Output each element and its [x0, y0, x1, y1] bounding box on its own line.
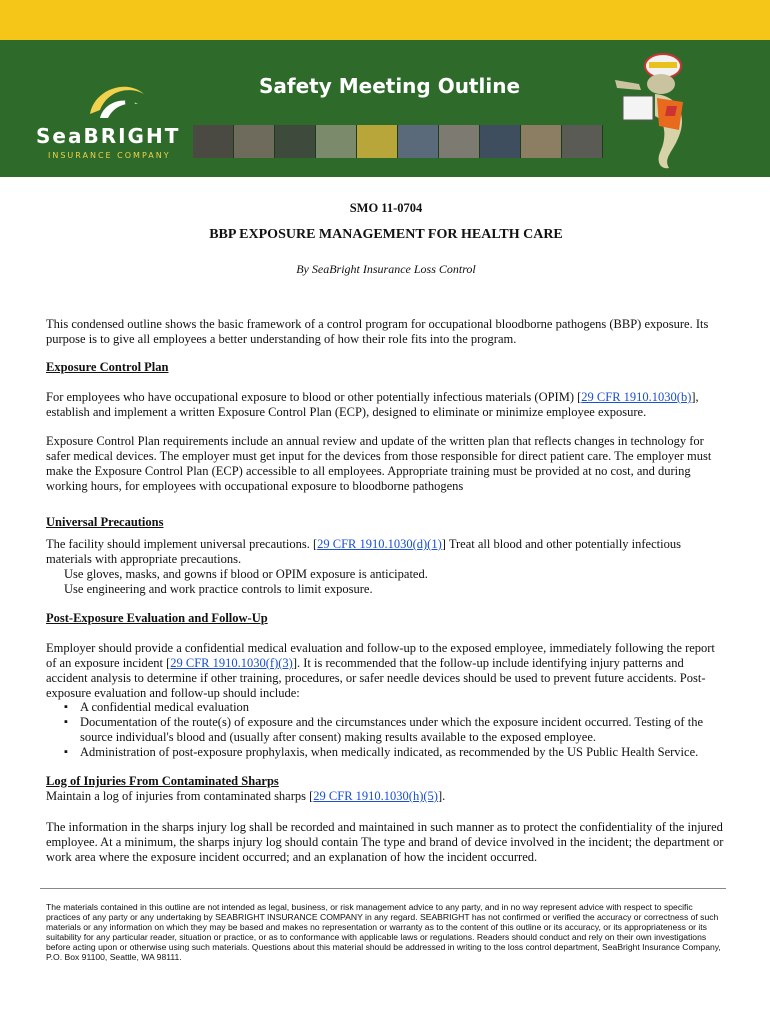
photo-thumbnail	[562, 125, 603, 158]
universal-cfr-link[interactable]: 29 CFR 1910.1030(d)(1)	[317, 537, 442, 551]
list-item: ▪ Administration of post-exposure prophylaxis, when medically indicated, as recommended by the US Public Health Service.	[80, 745, 726, 760]
post-cfr-link[interactable]: 29 CFR 1910.1030(f)(3)	[170, 656, 293, 670]
ecp-paragraph-1	[46, 390, 726, 420]
header-banner	[0, 40, 770, 177]
universal-paragraph	[46, 537, 726, 567]
universal-line-engineering: Use engineering and work practice controls to limit exposure.	[64, 582, 373, 596]
footer-divider	[40, 888, 726, 889]
photo-thumbnail	[398, 125, 439, 158]
logo-name: SeaBRIGHT	[36, 124, 181, 148]
logo-swirl-icon	[86, 80, 148, 124]
photo-thumbnail	[275, 125, 316, 158]
logo-subtitle: INSURANCE COMPANY	[48, 151, 171, 160]
ecp-text-a: For employees who have occupational exposure to blood or other potentially infectious materials (OPIM) [	[46, 390, 582, 404]
section-heading-post-exposure: Post-Exposure Evaluation and Follow-Up	[46, 611, 268, 625]
photo-thumbnail	[316, 125, 357, 158]
list-item: ▪ Documentation of the route(s) of exposure and the circumstances under which the exposure incident occurred. Testing of the source individual's blood and (usually after consent) making results available to the exposed employee.	[80, 715, 726, 745]
photo-thumbnail	[193, 125, 234, 158]
intro-paragraph: This condensed outline shows the basic framework of a control program for occupational bloodborne pathogens (BBP) exposure. Its purpose is to give all employees a better understanding of how their role fits into the program.	[46, 317, 709, 346]
footer-disclaimer: The materials contained in this outline are not intended as legal, business, or risk management advice to any party, and in no way represent advice with respect to specific practices of any party or any undertaking by SEABRIGHT INSURANCE COMPANY in any regard. SEABRIGHT has not confirmed or verified the accuracy or correctness of such materials or any information on which they may be based and makes no representation or warranty as to the content of this outline or its accuracy, or its appropriateness or its suitability for any particular reader, situation or practice, or as to conformance with applicable laws or regulations. Readers should conduct and rely on their own investigations before acting upon or otherwise using such materials. Questions about this material should be addressed in writing to the loss control department, SeaBright Insurance Company, P.O. Box 91100, Seattle, WA 98111.	[46, 902, 721, 962]
photo-thumbnail	[439, 125, 480, 158]
seahorse-mascot-icon	[605, 46, 725, 174]
photo-thumbnail	[357, 125, 398, 158]
ecp-paragraph-2: Exposure Control Plan requirements include an annual review and update of the written plan that reflects changes in technology for safer medical devices. The employer must get input for the devices from those responsible for direct patient care. The employer must make the Exposure Control Plan (ECP) accessible to all employees. Appropriate training must be provided at no cost, and during working hours, for employees with occupational exposure to bloodborne pathogens	[46, 434, 712, 493]
photo-strip	[193, 125, 603, 158]
sharps-paragraph-2: The information in the sharps injury log shall be recorded and maintained in such manner as to protect the confidentiality of the injured employee. At a minimum, the sharps injury log should contain The type and brand of device involved in the incident; the department or work area where the exposure incident occurred; and an explanation of how the incident occurred.	[46, 820, 724, 864]
universal-line-gloves: Use gloves, masks, and gowns if blood or OPIM exposure is anticipated.	[64, 567, 428, 581]
post-exposure-paragraph	[46, 641, 726, 701]
section-heading-universal-precautions: Universal Precautions	[46, 515, 164, 529]
ecp-cfr-link[interactable]: 29 CFR 1910.1030(b)	[581, 390, 692, 404]
section-heading-sharps-log: Log of Injuries From Contaminated Sharps	[46, 774, 279, 788]
universal-text-a: The facility should implement universal precautions. [	[46, 537, 318, 551]
photo-thumbnail	[234, 125, 275, 158]
photo-thumbnail	[480, 125, 521, 158]
section-heading-exposure-control-plan: Exposure Control Plan	[46, 360, 169, 374]
photo-thumbnail	[521, 125, 562, 158]
sharps-paragraph-1	[46, 789, 726, 804]
sharps-text-a: Maintain a log of injuries from contaminated sharps [	[46, 789, 314, 803]
sharps-text-b: ].	[437, 789, 446, 803]
post-text-a: Employer should provide a confidential medical evaluation and follow-up to the exposed employee, immediately following the report of an exposure incident [	[46, 641, 715, 670]
sharps-cfr-link[interactable]: 29 CFR 1910.1030(h)(5)	[313, 789, 438, 803]
document-number: SMO 11-0704	[349, 201, 423, 215]
ecp-text-b: ], establish and implement a written Exposure Control Plan (ECP), designed to eliminate or minimize employee exposure.	[46, 390, 699, 419]
post-exposure-bullet-list	[46, 700, 726, 760]
banner-title: Safety Meeting Outline	[259, 74, 521, 98]
post-text-b: ]. It is recommended that the follow-up include identifying injury patterns and accident analysis to determine if other training, procedures, or safer needle devices should be used to prevent future accidents. Post-exposure evaluation and follow-up should include:	[46, 656, 706, 700]
document-title: BBP EXPOSURE MANAGEMENT FOR HEALTH CARE	[209, 227, 563, 242]
seabright-logo	[36, 80, 186, 160]
document-byline: By SeaBright Insurance Loss Control	[296, 262, 476, 276]
universal-text-b: ] Treat all blood and other potentially infectious materials with appropriate precautions.	[46, 537, 681, 566]
top-yellow-band	[0, 0, 770, 40]
list-item: ▪ A confidential medical evaluation	[80, 700, 726, 715]
